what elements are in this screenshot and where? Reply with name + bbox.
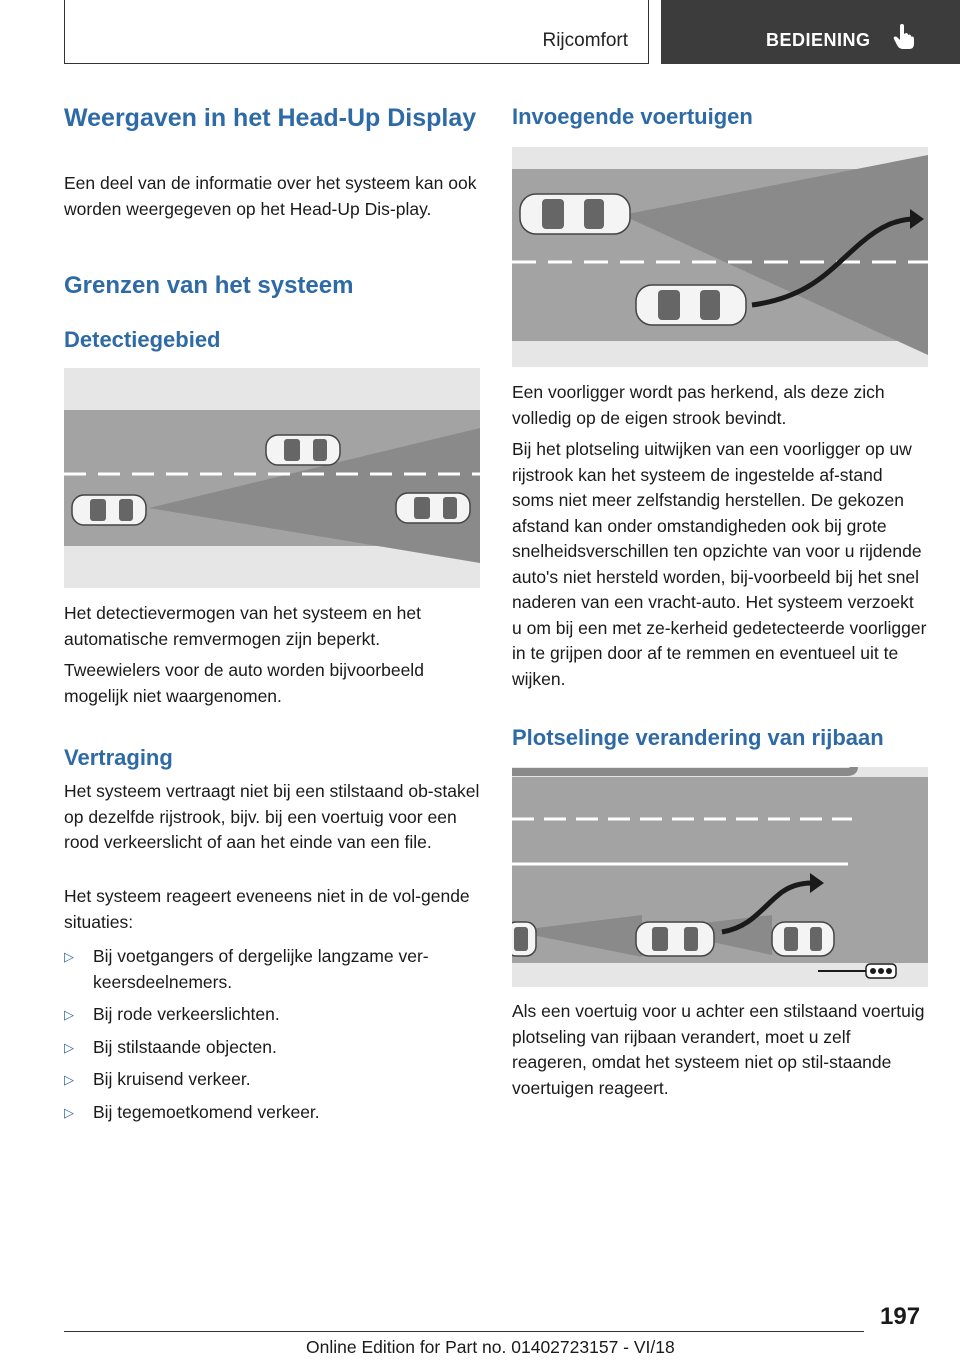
triangle-bullet-icon: ▷ [64,1007,74,1022]
triangle-bullet-icon: ▷ [64,1104,74,1120]
list-item: ▷ Bij stilstaande objecten. [64,1035,480,1061]
car-icon [636,922,714,956]
triangle-bullet-icon: ▷ [64,949,74,964]
paragraph-detection-1: Het detectievermogen van het systeem en het automatische remvermogen zijn beperkt. [64,603,422,649]
list-item: ▷ Bij tegemoetkomend verkeer. [64,1100,480,1126]
car-icon [396,493,470,523]
traffic-light-icon [866,964,896,978]
car-icon [72,495,146,525]
footer-edition: Online Edition for Part no. 01402723157 - VI/18 [306,1337,675,1357]
heading-sudden-lane-change: Plotselinge verandering van rijbaan [512,725,884,750]
header-chapter-label: BEDIENING [766,30,871,50]
car-icon [636,285,746,325]
paragraph-head-up-display: Een deel van de informatie over het systeem kan ook worden weergegeven op het Head-Up Dis-play. [64,173,477,219]
car-icon [520,194,630,234]
heading-detection-area: Detectiegebied [64,327,221,352]
triangle-bullet-icon: ▷ [64,1039,74,1055]
footer-divider [64,1331,864,1332]
paragraph-delay-2: Het systeem reageert eveneens niet in de vol-gende situaties: [64,886,470,932]
heading-merging-vehicles: Invoegende voertuigen [512,104,753,129]
list-item: ▷ Bij kruisend verkeer. [64,1067,480,1093]
figure-detection-area [64,368,480,588]
car-icon [772,922,834,956]
list-item: ▷ Bij voetgangers of dergelijke langzame ver-keersdeelnemers. [64,946,429,992]
heading-head-up-display: Weergaven in het Head-Up Display [64,104,477,132]
paragraph-delay-1: Het systeem vertraagt niet bij een stilstaand ob-stakel op dezelfde rijstrook, bijv. bij een voertuig voor een rood verkeerslicht of aan het einde van een file. [64,781,480,852]
paragraph-lane-change: Als een voertuig voor u achter een stilstaand voertuig plotseling van rijbaan verandert, moet u zelf reageren, omdat het systeem niet op stil-staande voertuigen reageert. [512,1001,925,1098]
paragraph-merging-2: Bij het plotseling uitwijken van een voorligger op uw rijstrook kan het systeem de ingestelde af-stand soms niet meer zelfstandig herstellen. De gekozen afstand kan onder omstandigheden ook bij grote snelheidsverschillen ten opzichte van voor u rijdende auto's niet hersteld worden, bij-voorbeeld bij het snel naderen van een vracht-auto. Het systeem verzoekt u om bij een met ze-kerheid gedetecteerde voorligger in te grijpen door af te remmen en eventueel uit te wijken. [512,439,927,689]
car-icon [512,922,536,956]
figure-sudden-lane-change [512,767,928,987]
header-section-title: Rijcomfort [542,30,628,51]
page-number: 197 [880,1303,921,1330]
pointing-hand-icon [893,24,915,50]
list-item: ▷ Bij rode verkeerslichten. [64,1002,480,1028]
situations-list [64,944,480,1132]
heading-system-limits: Grenzen van het systeem [64,272,354,299]
paragraph-merging-1: Een voorligger wordt pas herkend, als deze zich volledig op de eigen strook bevindt. [512,382,885,428]
header-chapter-tab[interactable] [661,0,960,64]
heading-delay: Vertraging [64,745,173,770]
car-icon [266,435,340,465]
triangle-bullet-icon: ▷ [64,1072,74,1087]
paragraph-detection-2: Tweewielers voor de auto worden bijvoorbeeld mogelijk niet waargenomen. [64,660,424,706]
figure-merging-vehicles [512,147,928,367]
